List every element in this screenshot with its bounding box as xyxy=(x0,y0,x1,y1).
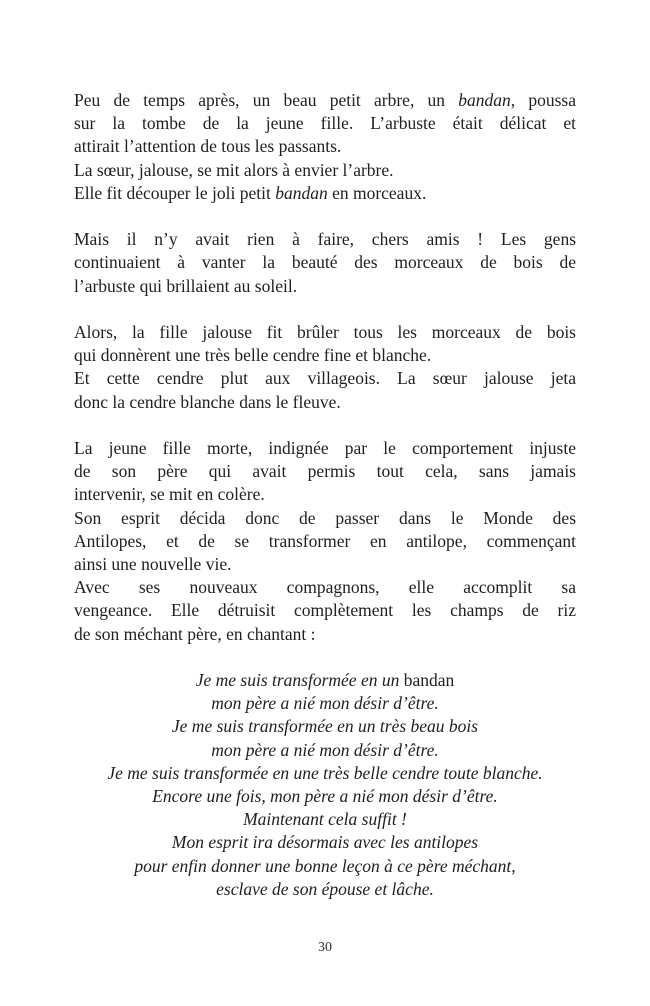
text-line xyxy=(74,321,576,344)
text-run: ainsi une nouvelle vie. xyxy=(74,554,232,575)
text-run: sur la tombe de la jeune fille. L’arbuste était délicat et xyxy=(74,113,576,134)
text-line xyxy=(74,228,576,251)
text-line xyxy=(74,251,576,274)
text-line xyxy=(74,89,576,112)
text-line xyxy=(74,623,576,646)
text-line xyxy=(74,135,576,158)
text-line xyxy=(74,344,576,367)
text-run: Elle fit découper le joli petit xyxy=(74,182,276,203)
text-run: Son esprit décida donc de passer dans le Monde des xyxy=(74,507,576,528)
poem-line xyxy=(74,669,576,692)
poem-line xyxy=(74,831,576,854)
poem-text-run: Encore une fois, mon père a nié mon désir d’être. xyxy=(152,786,498,807)
text-run: La sœur, jalouse, se mit alors à envier l’arbre. xyxy=(74,159,394,180)
poem-text-run: Je me suis transformée en un xyxy=(195,670,404,691)
poem-line xyxy=(74,855,576,878)
paragraph xyxy=(74,228,576,298)
poem-text-run: pour enfin donner une bonne leçon à ce père méchant, xyxy=(134,855,516,876)
paragraph xyxy=(74,321,576,414)
text-line xyxy=(74,112,576,135)
text-run: attirait l’attention de tous les passants. xyxy=(74,136,342,157)
text-run: donc la cendre blanche dans le fleuve. xyxy=(74,391,341,412)
text-run: en morceaux. xyxy=(327,182,427,203)
poem-text-run: Je me suis transformée en un très beau bois xyxy=(171,716,479,737)
text-line xyxy=(74,460,576,483)
poem-line xyxy=(74,878,576,901)
text-run: , poussa xyxy=(510,90,576,110)
poem-line xyxy=(74,785,576,808)
poem-line xyxy=(74,715,576,738)
text-line xyxy=(74,275,576,298)
text-line xyxy=(74,182,576,205)
text-run: qui donnèrent une très belle cendre fine et blanche. xyxy=(74,345,432,366)
poem-line xyxy=(74,762,576,785)
text-line xyxy=(74,483,576,506)
text-run: vengeance. Elle détruisit complètement les champs de riz xyxy=(74,600,576,621)
text-run: Alors, la fille jalouse fit brûler tous les morceaux de bois xyxy=(74,322,576,342)
poem-text-run: mon père a nié mon désir d’être. xyxy=(211,693,439,714)
page-body xyxy=(74,89,576,901)
text-line xyxy=(74,367,576,390)
poem-line xyxy=(74,692,576,715)
text-run: Antilopes, et de se transformer en antilope, commençant xyxy=(74,530,576,551)
text-line xyxy=(74,437,576,460)
poem-text-run: esclave de son épouse et lâche. xyxy=(216,878,434,899)
prose-section xyxy=(74,89,576,646)
poem-text-run: Mon esprit ira désormais avec les antilopes xyxy=(171,832,479,853)
italic-word: bandan xyxy=(275,182,328,203)
text-run: Et cette cendre plut aux villageois. La sœur jalouse jeta xyxy=(74,368,576,389)
text-line xyxy=(74,391,576,414)
poem-text-run: mon père a nié mon désir d’être. xyxy=(211,739,439,760)
text-line xyxy=(74,159,576,182)
text-line xyxy=(74,553,576,576)
page-number: 30 xyxy=(318,940,332,955)
text-run: La jeune fille morte, indignée par le comportement injuste xyxy=(74,438,576,458)
text-run: de son méchant père, en chantant : xyxy=(74,623,316,644)
text-line xyxy=(74,576,576,599)
poem-section xyxy=(74,669,576,901)
paragraph xyxy=(74,437,576,646)
text-run: Mais il n’y avait rien à faire, chers amis ! Les gens xyxy=(74,229,576,250)
text-line xyxy=(74,530,576,553)
text-line xyxy=(74,507,576,530)
text-run: l’arbuste qui brillaient au soleil. xyxy=(74,275,298,296)
paragraph xyxy=(74,89,576,205)
text-line xyxy=(74,599,576,622)
poem-line xyxy=(74,739,576,762)
text-run: continuaient à vanter la beauté des morceaux de bois de xyxy=(74,252,576,273)
text-run: Peu de temps après, un beau petit arbre, un xyxy=(74,90,459,110)
roman-word: bandan xyxy=(403,670,455,691)
text-run: de son père qui avait permis tout cela, sans jamais xyxy=(74,461,576,482)
poem-text-run: Je me suis transformée en une très belle cendre toute blanche. xyxy=(107,762,543,783)
poem-line xyxy=(74,808,576,831)
poem-text-run: Maintenant cela suffit ! xyxy=(243,809,407,830)
text-run: Avec ses nouveaux compagnons, elle accomplit sa xyxy=(74,577,576,598)
italic-word: bandan xyxy=(458,90,511,110)
text-run: intervenir, se mit en colère. xyxy=(74,484,265,505)
